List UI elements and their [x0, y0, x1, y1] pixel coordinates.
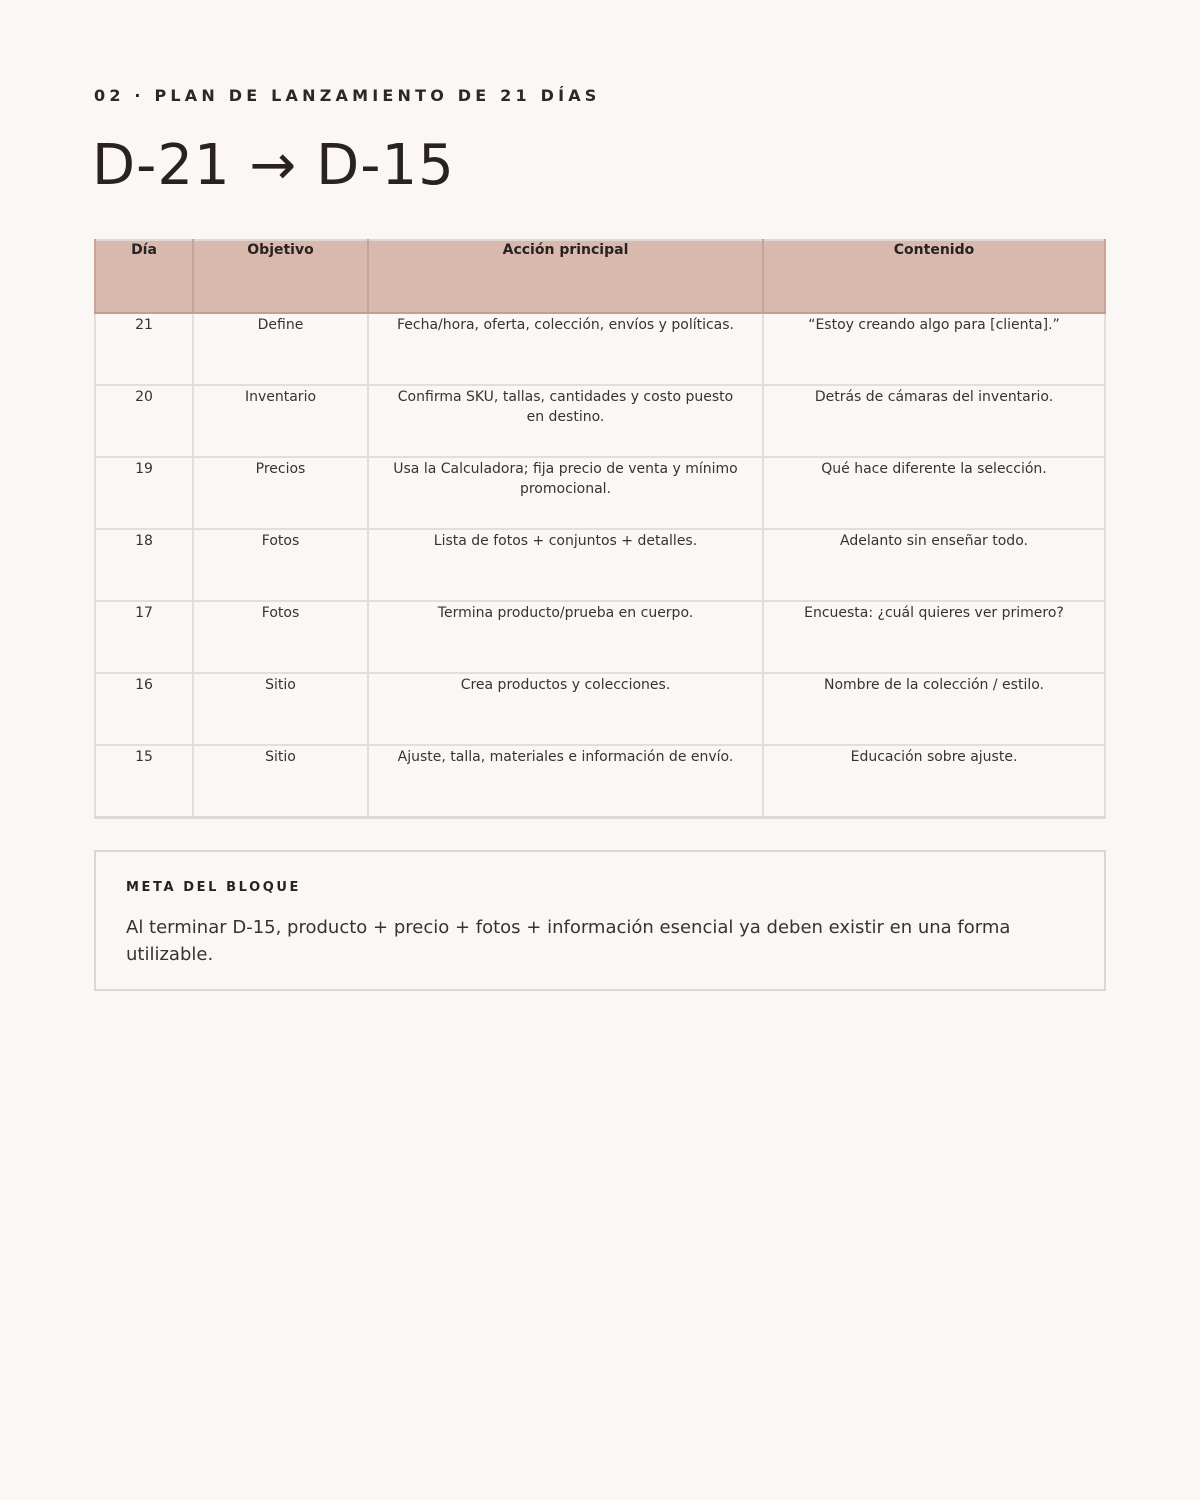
cell-contenido: Detrás de cámaras del inventario.	[763, 385, 1105, 457]
header-row	[95, 240, 1105, 313]
cell-contenido: Encuesta: ¿cuál quieres ver primero?	[763, 601, 1105, 673]
cell-dia: 19	[95, 457, 193, 529]
table-header	[95, 240, 1105, 313]
header-objetivo: Objetivo	[193, 240, 368, 313]
block-goal-label: META DEL BLOQUE	[126, 880, 302, 895]
block-goal-text: Al terminar D-15, producto + precio + fotos + información esencial ya deben existir en una forma utilizable.	[126, 917, 1011, 965]
cell-objetivo: Fotos	[193, 601, 368, 673]
table-row	[95, 745, 1105, 818]
cell-dia: 20	[95, 385, 193, 457]
table-row	[95, 601, 1105, 673]
cell-objetivo: Inventario	[193, 385, 368, 457]
cell-objetivo: Precios	[193, 457, 368, 529]
table-row	[95, 673, 1105, 745]
cell-dia: 15	[95, 745, 193, 818]
cell-dia: 18	[95, 529, 193, 601]
section-eyebrow: 02 · PLAN DE LANZAMIENTO DE 21 DÍAS	[94, 86, 601, 105]
header-contenido: Contenido	[763, 240, 1105, 313]
cell-accion: Confirma SKU, tallas, cantidades y costo puesto en destino.	[368, 385, 763, 457]
cell-accion: Usa la Calculadora; fija precio de venta y mínimo promocional.	[368, 457, 763, 529]
cell-contenido: Nombre de la colección / estilo.	[763, 673, 1105, 745]
table-body	[95, 313, 1105, 818]
header-dia: Día	[95, 240, 193, 313]
cell-accion: Termina producto/prueba en cuerpo.	[368, 601, 763, 673]
cell-contenido: Adelanto sin enseñar todo.	[763, 529, 1105, 601]
cell-accion: Ajuste, talla, materiales e información de envío.	[368, 745, 763, 818]
cell-objetivo: Sitio	[193, 673, 368, 745]
block-goal-box	[94, 850, 1106, 991]
table-row	[95, 529, 1105, 601]
table-row	[95, 457, 1105, 529]
cell-accion: Lista de fotos + conjuntos + detalles.	[368, 529, 763, 601]
schedule-table	[94, 239, 1106, 819]
cell-objetivo: Fotos	[193, 529, 368, 601]
cell-accion: Fecha/hora, oferta, colección, envíos y políticas.	[368, 313, 763, 385]
header-accion-principal: Acción principal	[368, 240, 763, 313]
cell-dia: 17	[95, 601, 193, 673]
table-row	[95, 313, 1105, 385]
cell-contenido: Qué hace diferente la selección.	[763, 457, 1105, 529]
cell-contenido: Educación sobre ajuste.	[763, 745, 1105, 818]
cell-dia: 21	[95, 313, 193, 385]
table-row	[95, 385, 1105, 457]
page-title: D-21 → D-15	[92, 133, 455, 198]
cell-contenido: “Estoy creando algo para [clienta].”	[763, 313, 1105, 385]
cell-accion: Crea productos y colecciones.	[368, 673, 763, 745]
cell-objetivo: Sitio	[193, 745, 368, 818]
cell-dia: 16	[95, 673, 193, 745]
cell-objetivo: Define	[193, 313, 368, 385]
